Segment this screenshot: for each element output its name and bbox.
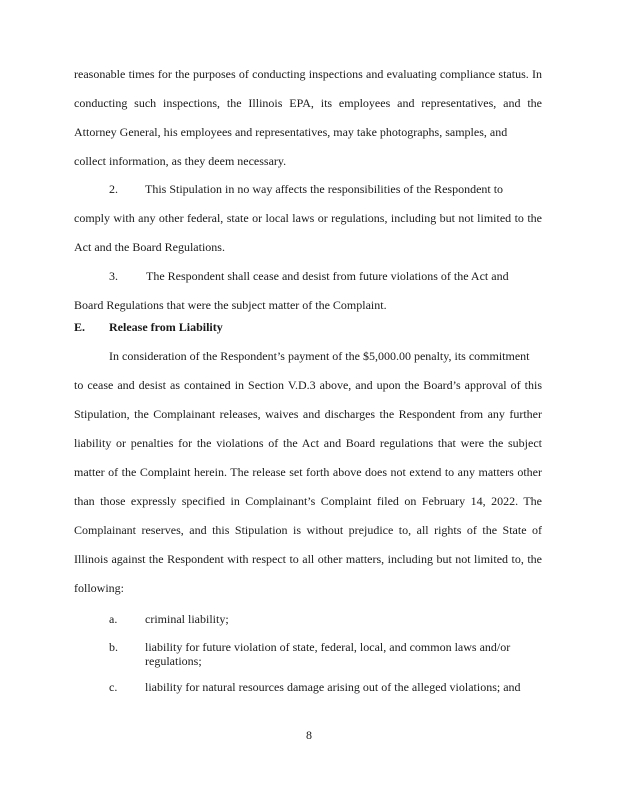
section-e-title: Release from Liability <box>109 320 223 334</box>
para-2-line-3: Act and the Board Regulations. <box>74 240 225 254</box>
section-e-line-1: In consideration of the Respondent’s payment of the $5,000.00 penalty, its commitment <box>109 349 530 363</box>
intro-line-2: conducting such inspections, the Illinois EPA, its employees and representatives, and the <box>74 96 542 110</box>
list-item-b-text-1: liability for future violation of state, federal, local, and common laws and/or <box>145 640 511 654</box>
para-3-line-1: The Respondent shall cease and desist from future violations of the Act and <box>146 269 509 283</box>
section-e-line-8: Illinois against the Respondent with respect to all other matters, including but not limited to, the <box>74 552 542 566</box>
para-2-line-1: This Stipulation in no way affects the responsibilities of the Respondent to <box>145 182 504 196</box>
list-item-c-letter: c. <box>109 680 118 694</box>
intro-line-3: Attorney General, his employees and representatives, may take photographs, samples, and <box>74 125 508 139</box>
section-e-line-4: liability or penalties for the violations of the Act and Board regulations that were the subject <box>74 436 542 450</box>
list-item-a-letter: a. <box>109 612 118 626</box>
intro-line-1: reasonable times for the purposes of conducting inspections and evaluating compliance status. In <box>74 67 542 81</box>
para-2-line-2: comply with any other federal, state or local laws or regulations, including but not limited to the <box>74 211 542 225</box>
section-e-line-3: Stipulation, the Complainant releases, waives and discharges the Respondent from any further <box>74 407 542 421</box>
section-e-line-9: following: <box>74 581 124 595</box>
list-item-b-letter: b. <box>109 640 118 654</box>
list-item-a-text: criminal liability; <box>145 612 229 626</box>
page-number: 8 <box>306 728 312 742</box>
para-3-number: 3. <box>109 269 118 283</box>
intro-line-4: collect information, as they deem necessary. <box>74 154 287 168</box>
section-e-line-2: to cease and desist as contained in Section V.D.3 above, and upon the Board’s approval of this <box>74 378 542 392</box>
list-item-b-text-2: regulations; <box>145 654 202 668</box>
para-3-line-2: Board Regulations that were the subject matter of the Complaint. <box>74 298 387 312</box>
section-e-line-7: Complainant reserves, and this Stipulation is without prejudice to, all rights of the State of <box>74 523 542 537</box>
section-e-line-5: matter of the Complaint herein. The release set forth above does not extend to any matters other <box>74 465 542 479</box>
section-e-label: E. <box>74 320 86 334</box>
para-2-number: 2. <box>109 182 118 196</box>
section-e-line-6: than those expressly specified in Complainant’s Complaint filed on February 14, 2022. The <box>74 494 542 508</box>
list-item-c-text: liability for natural resources damage arising out of the alleged violations; and <box>145 680 521 694</box>
